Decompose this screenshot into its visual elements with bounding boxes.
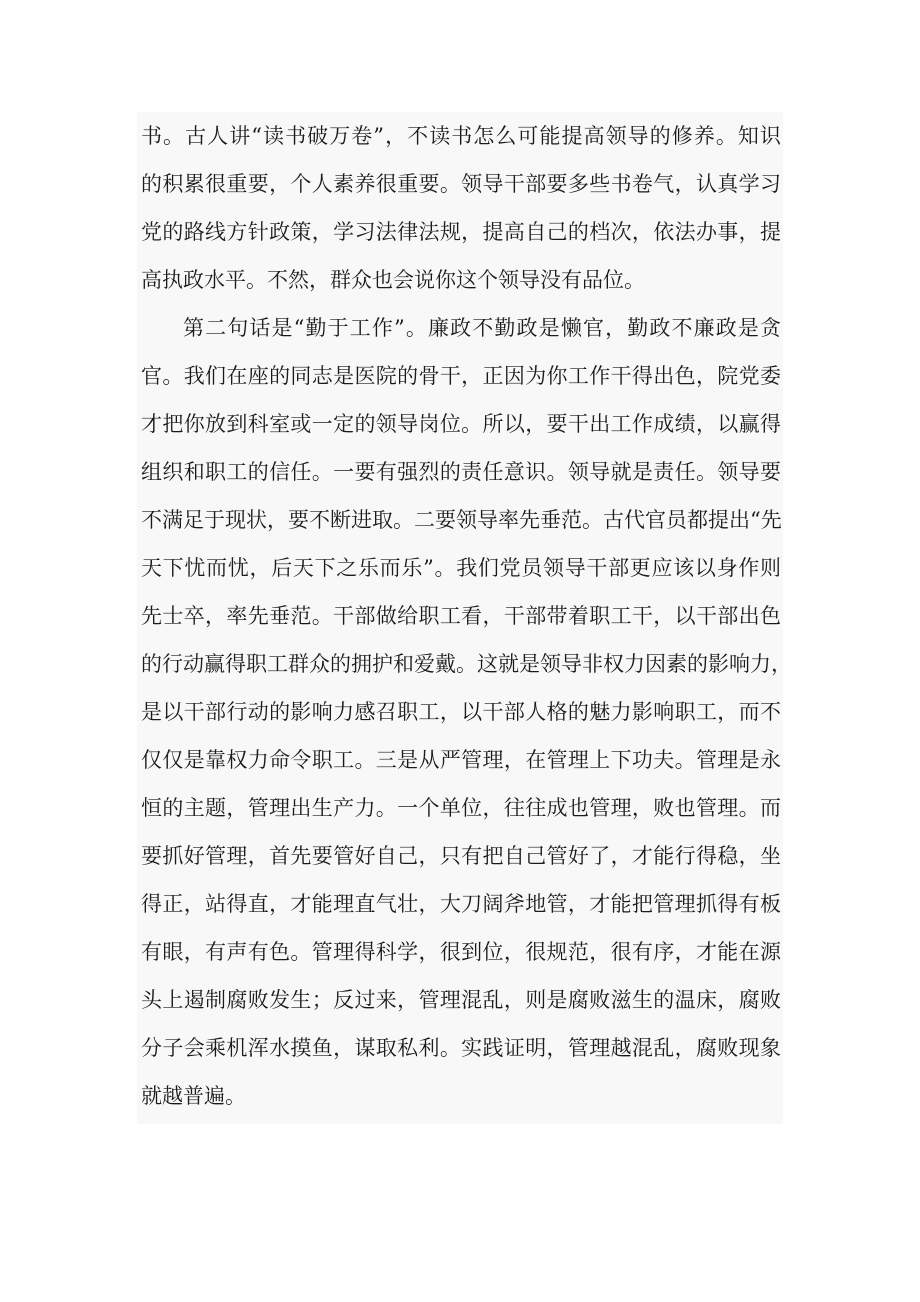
paragraph-2-line-14: 有眼，有声有色。管理得科学，很到位，很规范，很有序，才能在源 (141, 940, 781, 964)
paragraph-2-line-12: 要抓好管理，首先要管好自己，只有把自己管好了，才能行得稳，坐 (141, 844, 781, 868)
paragraph-2-line-9: 是以干部行动的影响力感召职工，以干部人格的魅力影响职工，而不 (141, 700, 781, 724)
paragraph-2-line-3: 才把你放到科室或一定的领导岗位。所以，要干出工作成绩，以赢得 (141, 412, 781, 436)
paragraph-2-line-17: 就越普遍。 (141, 1084, 246, 1108)
paragraph-1-line-4: 高执政水平。不然，群众也会说你这个领导没有品位。 (141, 268, 645, 292)
paragraph-2-line-1: 第二句话是“勤于工作”。廉政不勤政是懒官，勤政不廉政是贪 (183, 316, 781, 340)
paragraph-2-line-16: 分子会乘机浑水摸鱼，谋取私利。实践证明，管理越混乱，腐败现象 (141, 1036, 781, 1060)
paragraph-1-line-2: 的积累很重要，个人素养很重要。领导干部要多些书卷气，认真学习 (141, 172, 781, 196)
paragraph-2-line-4: 组织和职工的信任。一要有强烈的责任意识。领导就是责任。领导要 (141, 460, 781, 484)
paragraph-1-line-3: 党的路线方针政策，学习法律法规，提高自己的档次，依法办事，提 (141, 220, 781, 244)
paragraph-2-line-2: 官。我们在座的同志是医院的骨干，正因为你工作干得出色，院党委 (141, 364, 781, 388)
text-block (137, 112, 792, 1124)
paragraph-2-line-6: 天下忧而忧，后天下之乐而乐”。我们党员领导干部更应该以身作则 (141, 556, 781, 580)
paragraph-2-line-5: 不满足于现状，要不断进取。二要领导率先垂范。古代官员都提出“先 (141, 508, 782, 532)
paragraph-2-line-11: 恒的主题，管理出生产力。一个单位，往往成也管理，败也管理。而 (141, 796, 781, 820)
paragraph-1-line-1: 书。古人讲“读书破万卷”，不读书怎么可能提高领导的修养。知识 (141, 124, 781, 148)
paragraph-2-line-8: 的行动赢得职工群众的拥护和爱戴。这就是领导非权力因素的影响力， (141, 652, 792, 676)
paragraph-2-line-7: 先士卒，率先垂范。干部做给职工看，干部带着职工干，以干部出色 (141, 604, 781, 628)
paragraph-2-line-15: 头上遏制腐败发生；反过来，管理混乱，则是腐败滋生的温床，腐败 (141, 988, 781, 1012)
paragraph-2-line-10: 仅仅是靠权力命令职工。三是从严管理，在管理上下功夫。管理是永 (141, 748, 781, 772)
paragraph-2-line-13: 得正，站得直，才能理直气壮，大刀阔斧地管，才能把管理抓得有板 (141, 892, 781, 916)
